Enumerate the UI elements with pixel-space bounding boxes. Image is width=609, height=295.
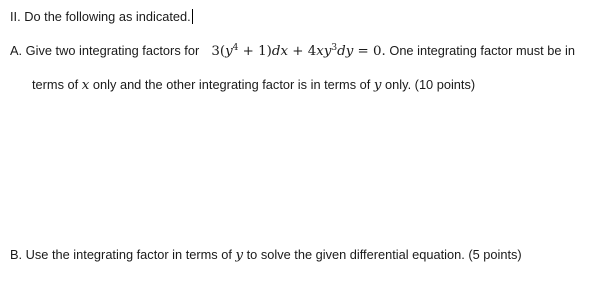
- differential-equation: $3(y^4 + 1)dx + 4xy^3dy = 0$.: [211, 43, 386, 59]
- part-b-post-text: to solve the given differential equation. (5 points): [246, 247, 522, 262]
- part-a-intro: Give two integrating factors for: [25, 43, 200, 58]
- part-a-terms-of-text: terms of: [32, 77, 79, 92]
- part-a-label: A.: [10, 43, 23, 58]
- section-heading[interactable]: [10, 9, 193, 25]
- variable-y: y: [373, 78, 382, 93]
- part-b-line: [10, 247, 522, 264]
- variable-y: y: [235, 248, 244, 263]
- part-a-line-2: [32, 77, 475, 94]
- part-a-middle-text: only and the other integrating factor is in terms of: [92, 77, 371, 92]
- part-b-pre-text: B. Use the integrating factor in terms of: [10, 247, 232, 262]
- part-a-line-1: [10, 43, 575, 60]
- part-a-points-text: only. (10 points): [385, 77, 476, 92]
- section-heading-text: II. Do the following as indicated.: [10, 9, 191, 24]
- part-a-instruction: One integrating factor must be in: [389, 43, 576, 58]
- variable-x: x: [81, 78, 90, 93]
- text-cursor: [192, 9, 193, 24]
